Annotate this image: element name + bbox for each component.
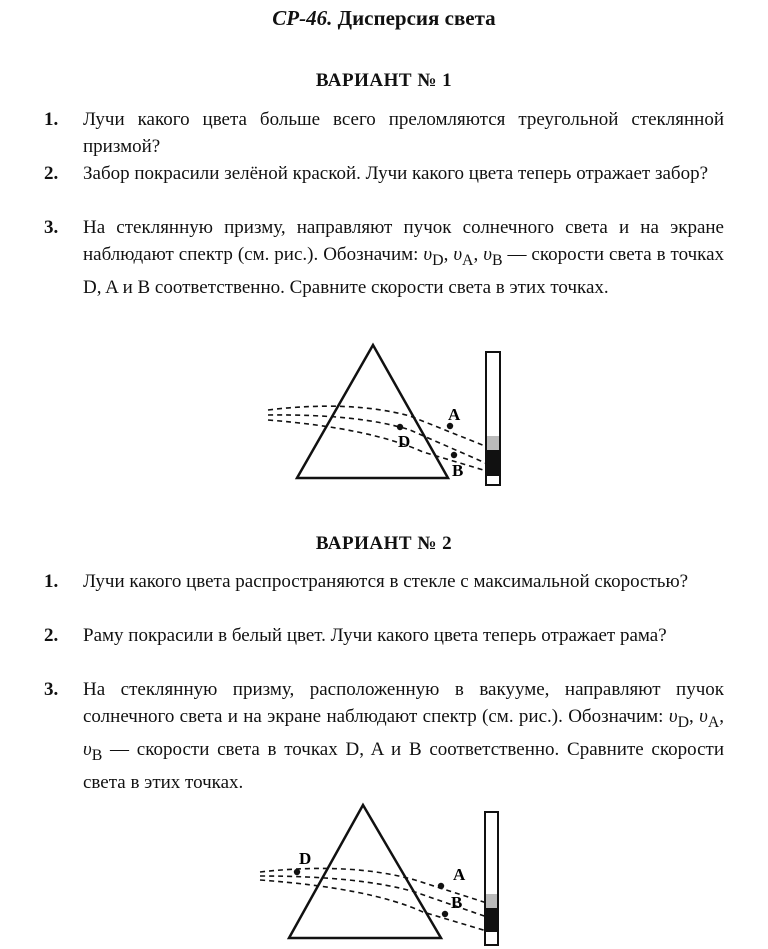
point-d-marker [294, 869, 300, 875]
velocity-symbol: υ [668, 706, 678, 727]
subscript-d: D [432, 251, 444, 269]
velocity-symbol: υ [699, 706, 708, 727]
question-number: 1. [44, 571, 59, 592]
page-title [0, 6, 768, 31]
point-a-marker [438, 883, 444, 889]
point-b-marker [451, 452, 457, 458]
point-b-marker [442, 911, 448, 917]
velocity-symbol: υ [423, 244, 433, 265]
velocity-symbol: υ [83, 738, 92, 760]
velocity-symbol: υ [483, 244, 492, 265]
variant-1-question-2 [44, 160, 724, 187]
variant-1-question-1 [44, 106, 724, 160]
velocity-symbol: υ [453, 244, 463, 265]
question-text: Забор покрасили зелёной краской. Лучи какого цвета теперь отражает забор? [83, 163, 709, 184]
subscript-d: D [677, 713, 689, 731]
label-b: B [452, 461, 464, 480]
spectrum-light [487, 436, 499, 450]
spectrum-light [486, 894, 497, 908]
variant-2-prism-figure [255, 800, 515, 949]
spectrum-dark [487, 450, 499, 476]
prism-triangle [297, 345, 448, 478]
label-b: B [451, 893, 463, 912]
variant-2-question-2 [44, 622, 724, 649]
question-text: На стеклянную призму, расположенную в вакууме, направляют пучок солнечного света и на экране наблюдают спектр (см. рис.). Обозначим: $\upsilon_D$, $\upsilon_A$, $\upsilon_B$ — скорости света в точках D, A и B соответственно. Сравните скорости света в этих точках. [83, 679, 725, 793]
label-d: D [299, 849, 312, 868]
variant-2-question-3 [44, 676, 724, 796]
subscript-b: B [491, 251, 503, 269]
question-text: Лучи какого цвета больше всего преломляются треугольной стеклянной призмой? [83, 109, 724, 157]
label-a: A [453, 865, 466, 884]
question-text-part-2: — скорости света в точках D, A и B соответственно. Сравните скорости света в этих точках. [83, 244, 725, 298]
question-text-part-1: На стеклянную призму, направляют пучок солнечного света и на экране наблюдают спектр (см. рис.). Обозначим: [83, 217, 724, 265]
point-d-marker [397, 424, 403, 430]
question-text-part-1: На стеклянную призму, расположенную в вакууме, направляют пучок солнечного света и на экране наблюдают спектр (см. рис.). Обозначим: [83, 679, 724, 727]
label-a: A [448, 405, 461, 424]
question-text-part-2: — скорости света в точках D, A и B соответственно. Сравните скорости света в этих точках. [83, 738, 725, 793]
subscript-b: B [91, 746, 103, 764]
topic-title: Дисперсия света [337, 6, 496, 30]
question-number: 2. [44, 163, 59, 184]
subscript-a: A [462, 251, 474, 269]
variant-1-prism-figure [260, 340, 520, 490]
question-number: 3. [44, 679, 59, 700]
question-text: Раму покрасили в белый цвет. Лучи какого цвета теперь отражает рама? [83, 625, 667, 646]
variant-2-question-1 [44, 568, 724, 595]
work-code: СР-46. [272, 6, 333, 30]
question-number: 3. [44, 217, 59, 238]
subscript-a: A [707, 713, 720, 731]
variant-1-question-3 [44, 214, 724, 301]
question-text: На стеклянную призму, направляют пучок солнечного света и на экране наблюдают спектр (см. рис.). Обозначим: $\upsilon_D$, $\upsilon_A$, $\upsilon_B$ — скорости света в точках D, A и B соответственно. Сравните скорости света в этих точках. [83, 217, 725, 298]
question-number: 1. [44, 109, 59, 130]
question-text: Лучи какого цвета распространяются в стекле с максимальной скоростью? [83, 571, 689, 592]
variant-1-heading: ВАРИАНТ № 1 [315, 70, 453, 91]
question-number: 2. [44, 625, 59, 646]
prism-triangle [289, 805, 441, 938]
label-d: D [398, 432, 411, 451]
spectrum-dark [486, 908, 497, 932]
variant-2-heading: ВАРИАНТ № 2 [315, 533, 453, 554]
